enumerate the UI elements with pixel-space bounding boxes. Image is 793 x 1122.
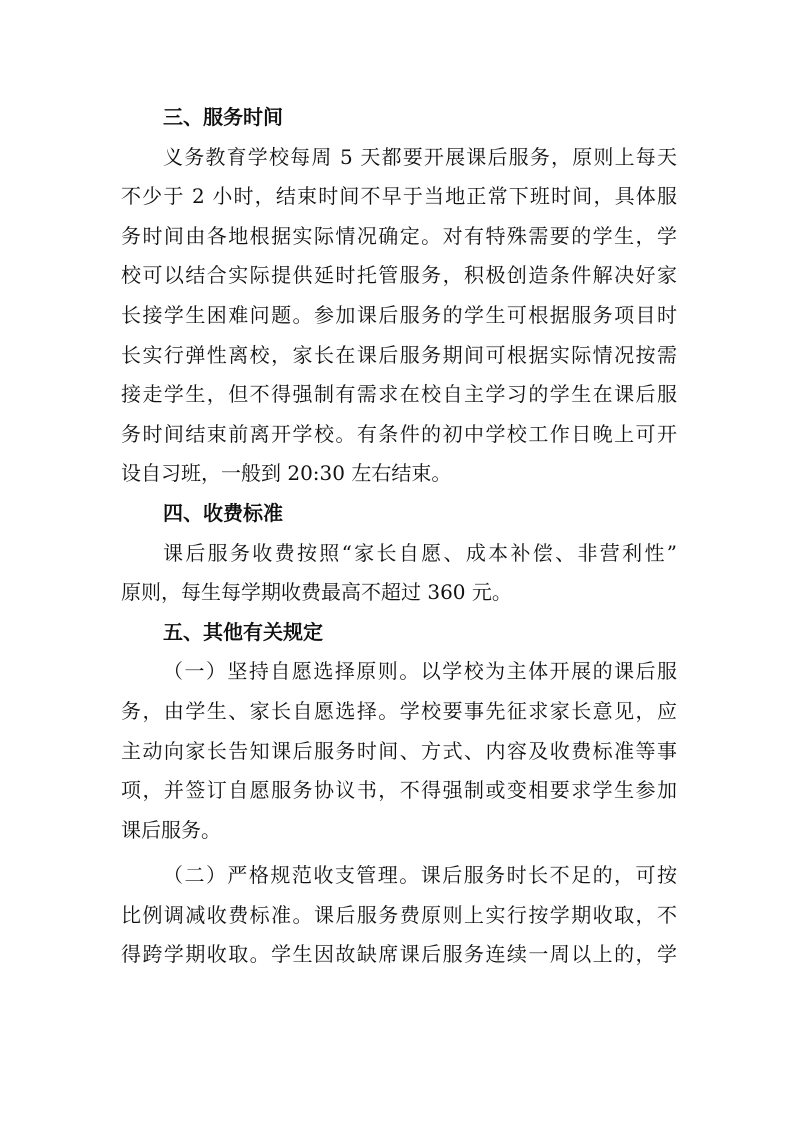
text-line: 务时间由各地根据实际情况确定。对有特殊需要的学生，学 xyxy=(121,223,677,248)
text-line: 校可以结合实际提供延时托管服务，积极创造条件解决好家 xyxy=(121,263,677,288)
text-line: 得跨学期收取。学生因故缺席课后服务连续一周以上的，学 xyxy=(121,942,677,967)
paragraph-voluntary-choice xyxy=(121,652,677,850)
paragraph-fee-management xyxy=(121,856,677,975)
text-line: （二）严格规范收支管理。课后服务时长不足的，可按 xyxy=(163,863,677,888)
text-line: 课后服务收费按照“家长自愿、成本补偿、非营利性” xyxy=(163,540,677,565)
section-heading-fee-standard: 四、收费标准 xyxy=(163,500,283,525)
text-line: 接走学生，但不得强制有需求在校自主学习的学生在课后服 xyxy=(121,382,677,407)
section-heading-other-rules: 五、其他有关规定 xyxy=(163,619,323,644)
paragraph-service-time xyxy=(121,138,677,494)
text-line: 课后服务。 xyxy=(121,817,221,842)
paragraph-fee-standard xyxy=(121,534,677,613)
text-line: 义务教育学校每周 5 天都要开展课后服务，原则上每天 xyxy=(163,144,677,169)
text-line: （一）坚持自愿选择原则。以学校为主体开展的课后服 xyxy=(163,659,677,684)
text-line: 不少于 2 小时，结束时间不早于当地正常下班时间，具体服 xyxy=(121,184,677,209)
text-line: 长接学生困难问题。参加课后服务的学生可根据服务项目时 xyxy=(121,302,677,327)
text-line: 比例调减收费标准。课后服务费原则上实行按学期收取，不 xyxy=(121,902,677,927)
text-line: 长实行弹性离校，家长在课后服务期间可根据实际情况按需 xyxy=(121,342,677,367)
text-line: 设自习班，一般到 20:30 左右结束。 xyxy=(121,461,452,486)
text-line: 务，由学生、家长自愿选择。学校要事先征求家长意见，应 xyxy=(121,698,677,723)
text-line: 主动向家长告知课后服务时间、方式、内容及收费标准等事 xyxy=(121,738,677,763)
text-line: 项，并签订自愿服务协议书，不得强制或变相要求学生参加 xyxy=(121,778,677,803)
text-line: 原则，每生每学期收费最高不超过 360 元。 xyxy=(121,580,512,605)
section-heading-service-time: 三、服务时间 xyxy=(163,105,283,129)
text-line: 务时间结束前离开学校。有条件的初中学校工作日晚上可开 xyxy=(121,421,677,446)
document-page xyxy=(121,98,677,975)
